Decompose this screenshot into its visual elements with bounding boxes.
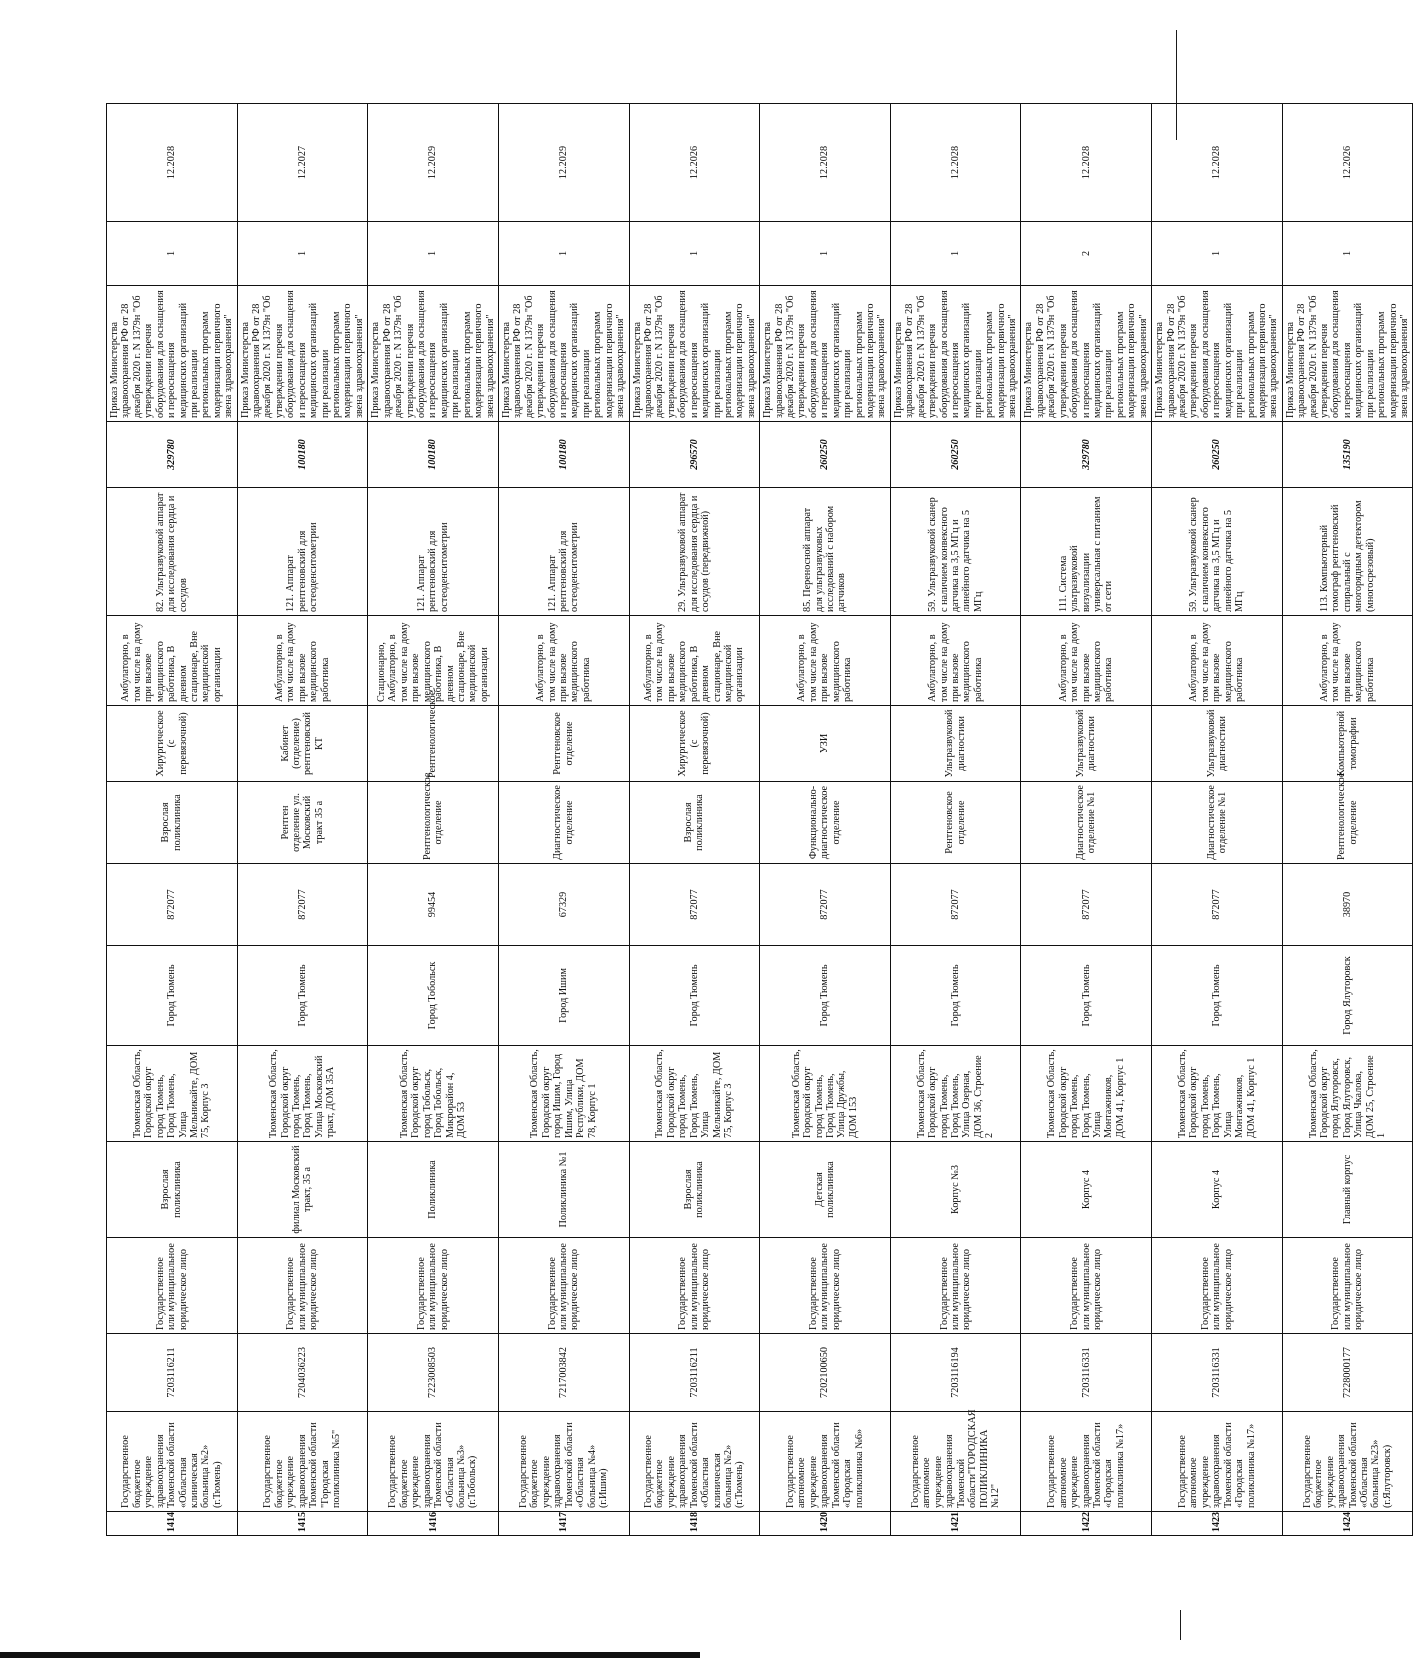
table-row	[1152, 104, 1283, 1536]
cell-organization-name: Государственное автономное учреждение здравоохранения Тюменской области"ГОРОДСКАЯ ПОЛИКЛИНИКА №12"	[890, 1412, 1021, 1512]
cell-subdivision-name: Взрослая поликлиника	[107, 1142, 238, 1238]
cell-subdivision-name: Главный корпус	[1282, 1142, 1413, 1238]
table-row	[760, 104, 891, 1536]
cell-organization-type: Государственное или муниципальное юридическое лицо	[629, 1238, 760, 1334]
cell-locality: Город Тобольск	[368, 946, 499, 1046]
table-row	[629, 104, 760, 1536]
cell-deadline: 12.2029	[368, 104, 499, 222]
cell-locality: Город Ялуторовск	[1282, 946, 1413, 1046]
cell-equipment-code: 100180	[368, 422, 499, 488]
cell-legal-basis: Приказ Министерства здравоохранения РФ от 28 декабря 2020 г. N 1379н "Об утверждении перечня оборудования для оснащения и переоснащения медицинских организаций при реализации региональных программ модернизации первичного звена здравоохранения"	[890, 286, 1021, 422]
cell-organization-name: Государственное бюджетное учреждение здравоохранения Тюменской области «Областная больница №4» (г.Ишим)	[498, 1412, 629, 1512]
cell-care-conditions: Амбулаторно, в том числе на дому при вызове медицинского работника	[237, 616, 368, 706]
cell-address: Тюменская Область, Городской округ город Тобольск, Город Тобольск, Микрорайон 4, ДОМ 53	[368, 1046, 499, 1142]
cell-deadline: 12.2029	[498, 104, 629, 222]
cell-locality: Город Тюмень	[1152, 946, 1283, 1046]
cell-quantity: 1	[368, 222, 499, 286]
cell-department: Взрослая поликлиника	[107, 782, 238, 864]
cell-inn-code: 7203116211	[629, 1334, 760, 1412]
cell-inn-code: 7217003842	[498, 1334, 629, 1412]
cell-department: Рентген отделение ул. Московский тракт 35 а	[237, 782, 368, 864]
cell-subdivision-name: Корпус 4	[1021, 1142, 1152, 1238]
cell-equipment-name: 85. Переносной аппарат для ультразвуковых исследований с набором датчиков	[760, 488, 891, 616]
table-row	[1021, 104, 1152, 1536]
cell-equipment-code: 100180	[498, 422, 629, 488]
cell-quantity: 1	[629, 222, 760, 286]
cell-inn-code: 7202100650	[760, 1334, 891, 1412]
cell-equipment-name: 121. Аппарат рентгеновский для остеоденситометрии	[498, 488, 629, 616]
cell-subdivision-name: филиал Московский тракт, 35 а	[237, 1142, 368, 1238]
cell-address: Тюменская Область, Городской округ город Тюмень, Город Тюмень, Улица Мельникайте, ДОМ 75, Корпус 3	[629, 1046, 760, 1142]
cell-cabinet-type: УЗИ	[760, 706, 891, 782]
cell-equipment-code: 260250	[1152, 422, 1283, 488]
cell-department: Диагностическое отделение	[498, 782, 629, 864]
cell-department: Взрослая поликлиника	[629, 782, 760, 864]
cell-inn-code: 7228000177	[1282, 1334, 1413, 1412]
cell-inn-code: 7204036223	[237, 1334, 368, 1412]
cell-equipment-name: 111. Система ультразвуковой визуализации универсальная с питанием от сети	[1021, 488, 1152, 616]
cell-deadline: 12.2028	[1152, 104, 1283, 222]
cell-row-number: 1423	[1152, 1512, 1283, 1536]
cell-deadline: 12.2026	[1282, 104, 1413, 222]
cell-locality: Город Тюмень	[237, 946, 368, 1046]
cell-legal-basis: Приказ Министерства здравоохранения РФ от 28 декабря 2020 г. N 1379н "Об утверждении перечня оборудования для оснащения и переоснащения медицинских организаций при реализации региональных программ модернизации первичного звена здравоохранения"	[368, 286, 499, 422]
cell-organization-type: Государственное или муниципальное юридическое лицо	[237, 1238, 368, 1334]
cell-subdivision-name: Детская поликлиника	[760, 1142, 891, 1238]
cell-subdivision-name: Корпус №3	[890, 1142, 1021, 1238]
cell-deadline: 12.2028	[890, 104, 1021, 222]
rotated-table-sheet	[106, 104, 1410, 1536]
cell-care-conditions: Амбулаторно, в том числе на дому при вызове медицинского работника	[1021, 616, 1152, 706]
cell-quantity: 1	[107, 222, 238, 286]
cell-address: Тюменская Область, Городской округ город Тюмень, Город Тюмень, Улица Дружбы, ДОМ 153	[760, 1046, 891, 1142]
cell-locality: Город Тюмень	[760, 946, 891, 1046]
cell-population: 99454	[368, 864, 499, 946]
cell-inn-code: 7203116331	[1152, 1334, 1283, 1412]
cell-legal-basis: Приказ Министерства здравоохранения РФ от 28 декабря 2020 г. N 1379н "Об утверждении перечня оборудования для оснащения и переоснащения медицинских организаций при реализации региональных программ модернизации первичного звена здравоохранения"	[629, 286, 760, 422]
cell-row-number: 1424	[1282, 1512, 1413, 1536]
cell-equipment-name: 113. Компьютерный томограф рентгеновский спиральный с многорядным детектором (многосрезовый)	[1282, 488, 1413, 616]
cell-care-conditions: Амбулаторно, в том числе на дому при вызове медицинского работника	[1282, 616, 1413, 706]
cell-organization-name: Государственное бюджетное учреждение здравоохранения Тюменской области «Областная больница №23» (г.Ялуторовск)	[1282, 1412, 1413, 1512]
cell-legal-basis: Приказ Министерства здравоохранения РФ от 28 декабря 2020 г. N 1379н "Об утверждении перечня оборудования для оснащения и переоснащения медицинских организаций при реализации региональных программ модернизации первичного звена здравоохранения"	[237, 286, 368, 422]
cell-population: 872077	[890, 864, 1021, 946]
cell-legal-basis: Приказ Министерства здравоохранения РФ от 28 декабря 2020 г. N 1379н "Об утверждении перечня оборудования для оснащения и переоснащения медицинских организаций при реализации региональных программ модернизации первичного звена здравоохранения"	[107, 286, 238, 422]
cell-quantity: 1	[1282, 222, 1413, 286]
cell-equipment-code: 329780	[1021, 422, 1152, 488]
cell-row-number: 1418	[629, 1512, 760, 1536]
cell-organization-type: Государственное или муниципальное юридическое лицо	[1021, 1238, 1152, 1334]
cell-row-number: 1420	[760, 1512, 891, 1536]
cell-population: 872077	[107, 864, 238, 946]
cell-care-conditions: Амбулаторно, в том числе на дому при вызове медицинского работника, В дневном стационаре, Вне медицинской организации	[107, 616, 238, 706]
cell-address: Тюменская Область, Городской округ город Ишим, Город Ишим, Улица Республики, ДОМ 78, Корпус 1	[498, 1046, 629, 1142]
cell-population: 872077	[237, 864, 368, 946]
cell-organization-type: Государственное или муниципальное юридическое лицо	[368, 1238, 499, 1334]
cell-department: Рентгенологическое отделение	[368, 782, 499, 864]
cell-inn-code: 7203116211	[107, 1334, 238, 1412]
table-row	[237, 104, 368, 1536]
cell-cabinet-type: Кабинет (отделение) рентгеновской КТ	[237, 706, 368, 782]
cell-cabinet-type: Ультразвуковой диагностики	[890, 706, 1021, 782]
equipment-registry-table	[106, 103, 1413, 1536]
cell-row-number: 1422	[1021, 1512, 1152, 1536]
cell-cabinet-type: Рентгенологическое	[368, 706, 499, 782]
cell-quantity: 1	[760, 222, 891, 286]
cell-locality: Город Тюмень	[890, 946, 1021, 1046]
cell-row-number: 1417	[498, 1512, 629, 1536]
cell-legal-basis: Приказ Министерства здравоохранения РФ от 28 декабря 2020 г. N 1379н "Об утверждении перечня оборудования для оснащения и переоснащения медицинских организаций при реализации региональных программ модернизации первичного звена здравоохранения"	[1152, 286, 1283, 422]
table-row	[890, 104, 1021, 1536]
cell-equipment-code: 260250	[890, 422, 1021, 488]
cell-population: 67329	[498, 864, 629, 946]
cell-care-conditions: Амбулаторно, в том числе на дому при вызове медицинского работника	[890, 616, 1021, 706]
scan-edge-mark	[1180, 1610, 1181, 1640]
table-row	[107, 104, 238, 1536]
cell-care-conditions: Амбулаторно, в том числе на дому при вызове медицинского работника, В дневном стационаре, Вне медицинской организации	[629, 616, 760, 706]
cell-organization-type: Государственное или муниципальное юридическое лицо	[1282, 1238, 1413, 1334]
cell-cabinet-type: Хирургическое (с перевязочной)	[107, 706, 238, 782]
cell-inn-code: 7203116331	[1021, 1334, 1152, 1412]
cell-care-conditions: Амбулаторно, в том числе на дому при вызове медицинского работника	[1152, 616, 1283, 706]
cell-address: Тюменская Область, Городской округ город Тюмень, Город Тюмень, Улица Московский тракт, ДОМ 35А	[237, 1046, 368, 1142]
cell-equipment-code: 296570	[629, 422, 760, 488]
cell-locality: Город Тюмень	[107, 946, 238, 1046]
cell-deadline: 12.2027	[237, 104, 368, 222]
cell-population: 872077	[760, 864, 891, 946]
cell-cabinet-type: Ультразвуковой диагностики	[1021, 706, 1152, 782]
cell-address: Тюменская Область, Городской округ город Тюмень, Город Тюмень, Улица Озерная, ДОМ 36, Строение 2	[890, 1046, 1021, 1142]
cell-inn-code: 7223008503	[368, 1334, 499, 1412]
cell-quantity: 1	[1152, 222, 1283, 286]
cell-row-number: 1414	[107, 1512, 238, 1536]
cell-deadline: 12.2028	[760, 104, 891, 222]
cell-locality: Город Тюмень	[629, 946, 760, 1046]
cell-equipment-code: 100180	[237, 422, 368, 488]
cell-locality: Город Тюмень	[1021, 946, 1152, 1046]
cell-department: Диагностическое отделение №1	[1021, 782, 1152, 864]
cell-population: 872077	[1152, 864, 1283, 946]
cell-address: Тюменская Область, Городской округ город Ялуторовск, Город Ялуторовск, Улица Чкалова, ДОМ 25, Строение 1	[1282, 1046, 1413, 1142]
cell-address: Тюменская Область, Городской округ город Тюмень, Город Тюмень, Улица Монтажников, ДОМ 41, Корпус 1	[1152, 1046, 1283, 1142]
cell-department: Диагностическое отделение №1	[1152, 782, 1283, 864]
cell-equipment-name: 59. Ультразвуковой сканер с наличием конвексного датчика на 3,5 МГц и линейного датчика на 5 МГц	[890, 488, 1021, 616]
cell-equipment-name: 121. Аппарат рентгеновский для остеоденситометрии	[237, 488, 368, 616]
cell-department: Рентгенологическое отделение	[1282, 782, 1413, 864]
cell-organization-name: Государственное бюджетное учреждение здравоохранения Тюменской области «Областная клиническая больница №2» (г.Тюмень)	[629, 1412, 760, 1512]
cell-organization-type: Государственное или муниципальное юридическое лицо	[890, 1238, 1021, 1334]
cell-deadline: 12.2028	[107, 104, 238, 222]
cell-address: Тюменская Область, Городской округ город Тюмень, Город Тюмень, Улица Мельникайте, ДОМ 75, Корпус 3	[107, 1046, 238, 1142]
table-row	[498, 104, 629, 1536]
cell-locality: Город Ишим	[498, 946, 629, 1046]
cell-organization-type: Государственное или муниципальное юридическое лицо	[1152, 1238, 1283, 1334]
cell-equipment-name: 59. Ультразвуковой сканер с наличием конвексного датчика на 3,5 МГц и линейного датчика на 5 МГц	[1152, 488, 1283, 616]
cell-quantity: 1	[237, 222, 368, 286]
cell-department: Рентгеновское отделение	[890, 782, 1021, 864]
table-row	[1282, 104, 1413, 1536]
table-row	[368, 104, 499, 1536]
cell-population: 872077	[1021, 864, 1152, 946]
cell-organization-type: Государственное или муниципальное юридическое лицо	[498, 1238, 629, 1334]
cell-population: 38970	[1282, 864, 1413, 946]
cell-organization-name: Государственное бюджетное учреждение здравоохранения Тюменской области «Областная больница №3» (г.Тобольск)	[368, 1412, 499, 1512]
cell-subdivision-name: Корпус 4	[1152, 1142, 1283, 1238]
cell-care-conditions: Амбулаторно, в том числе на дому при вызове медицинского работника	[498, 616, 629, 706]
cell-address: Тюменская Область, Городской округ город Тюмень, Город Тюмень, Улица Монтажников, ДОМ 41, Корпус 1	[1021, 1046, 1152, 1142]
cell-row-number: 1416	[368, 1512, 499, 1536]
table-body	[107, 104, 1413, 1536]
cell-subdivision-name: Взрослая поликлиника	[629, 1142, 760, 1238]
cell-cabinet-type: Ультразвуковой диагностики	[1152, 706, 1283, 782]
cell-deadline: 12.2028	[1021, 104, 1152, 222]
cell-legal-basis: Приказ Министерства здравоохранения РФ от 28 декабря 2020 г. N 1379н "Об утверждении перечня оборудования для оснащения и переоснащения медицинских организаций при реализации региональных программ модернизации первичного звена здравоохранения"	[760, 286, 891, 422]
cell-equipment-code: 329780	[107, 422, 238, 488]
cell-equipment-name: 82. Ультразвуковой аппарат для исследования сердца и сосудов	[107, 488, 238, 616]
cell-organization-name: Государственное бюджетное учреждение здравоохранения Тюменской области «Областная клиническая больница №2» (г.Тюмень)	[107, 1412, 238, 1512]
cell-department: Функционально-диагностическое отделение	[760, 782, 891, 864]
cell-cabinet-type: Компьютерной томографии	[1282, 706, 1413, 782]
cell-legal-basis: Приказ Министерства здравоохранения РФ от 28 декабря 2020 г. N 1379н "Об утверждении перечня оборудования для оснащения и переоснащения медицинских организаций при реализации региональных программ модернизации первичного звена здравоохранения"	[498, 286, 629, 422]
cell-cabinet-type: Рентгеновское отделение	[498, 706, 629, 782]
cell-equipment-name: 121. Аппарат рентгеновский для остеоденситометрии	[368, 488, 499, 616]
cell-organization-type: Государственное или муниципальное юридическое лицо	[107, 1238, 238, 1334]
cell-organization-name: Государственное автономное учреждение здравоохранения Тюменской области «Городская поликлиника №17»	[1152, 1412, 1283, 1512]
cell-equipment-name: 29. Ультразвуковой аппарат для исследования сердца и сосудов (передвижной)	[629, 488, 760, 616]
cell-row-number: 1415	[237, 1512, 368, 1536]
cell-organization-name: Государственное автономное учреждение здравоохранения Тюменской области «Городская поликлиника №17»	[1021, 1412, 1152, 1512]
cell-quantity: 2	[1021, 222, 1152, 286]
cell-population: 872077	[629, 864, 760, 946]
cell-care-conditions: Амбулаторно, в том числе на дому при вызове медицинского работника	[760, 616, 891, 706]
cell-legal-basis: Приказ Министерства здравоохранения РФ от 28 декабря 2020 г. N 1379н "Об утверждении перечня оборудования для оснащения и переоснащения медицинских организаций при реализации региональных программ модернизации первичного звена здравоохранения"	[1282, 286, 1413, 422]
scan-bottom-border	[0, 1652, 700, 1658]
cell-organization-name: Государственное автономное учреждение здравоохранения Тюменской области «Городская поликлиника №6»	[760, 1412, 891, 1512]
cell-care-conditions: Стационарно, Амбулаторно, в том числе на дому при вызове медицинского работника, В дневном стационаре, Вне медицинской организации	[368, 616, 499, 706]
cell-equipment-code: 260250	[760, 422, 891, 488]
cell-equipment-code: 135190	[1282, 422, 1413, 488]
cell-quantity: 1	[890, 222, 1021, 286]
cell-deadline: 12.2026	[629, 104, 760, 222]
cell-quantity: 1	[498, 222, 629, 286]
cell-legal-basis: Приказ Министерства здравоохранения РФ от 28 декабря 2020 г. N 1379н "Об утверждении перечня оборудования для оснащения и переоснащения медицинских организаций при реализации региональных программ модернизации первичного звена здравоохранения"	[1021, 286, 1152, 422]
cell-organization-type: Государственное или муниципальное юридическое лицо	[760, 1238, 891, 1334]
cell-organization-name: Государственное бюджетное учреждение здравоохранения Тюменской области "Городская поликлиника №5"	[237, 1412, 368, 1512]
cell-inn-code: 7203116194	[890, 1334, 1021, 1412]
cell-subdivision-name: Поликлиника	[368, 1142, 499, 1238]
cell-row-number: 1421	[890, 1512, 1021, 1536]
cell-subdivision-name: Поликлиника №1	[498, 1142, 629, 1238]
cell-cabinet-type: Хирургическое (с перевязочной)	[629, 706, 760, 782]
